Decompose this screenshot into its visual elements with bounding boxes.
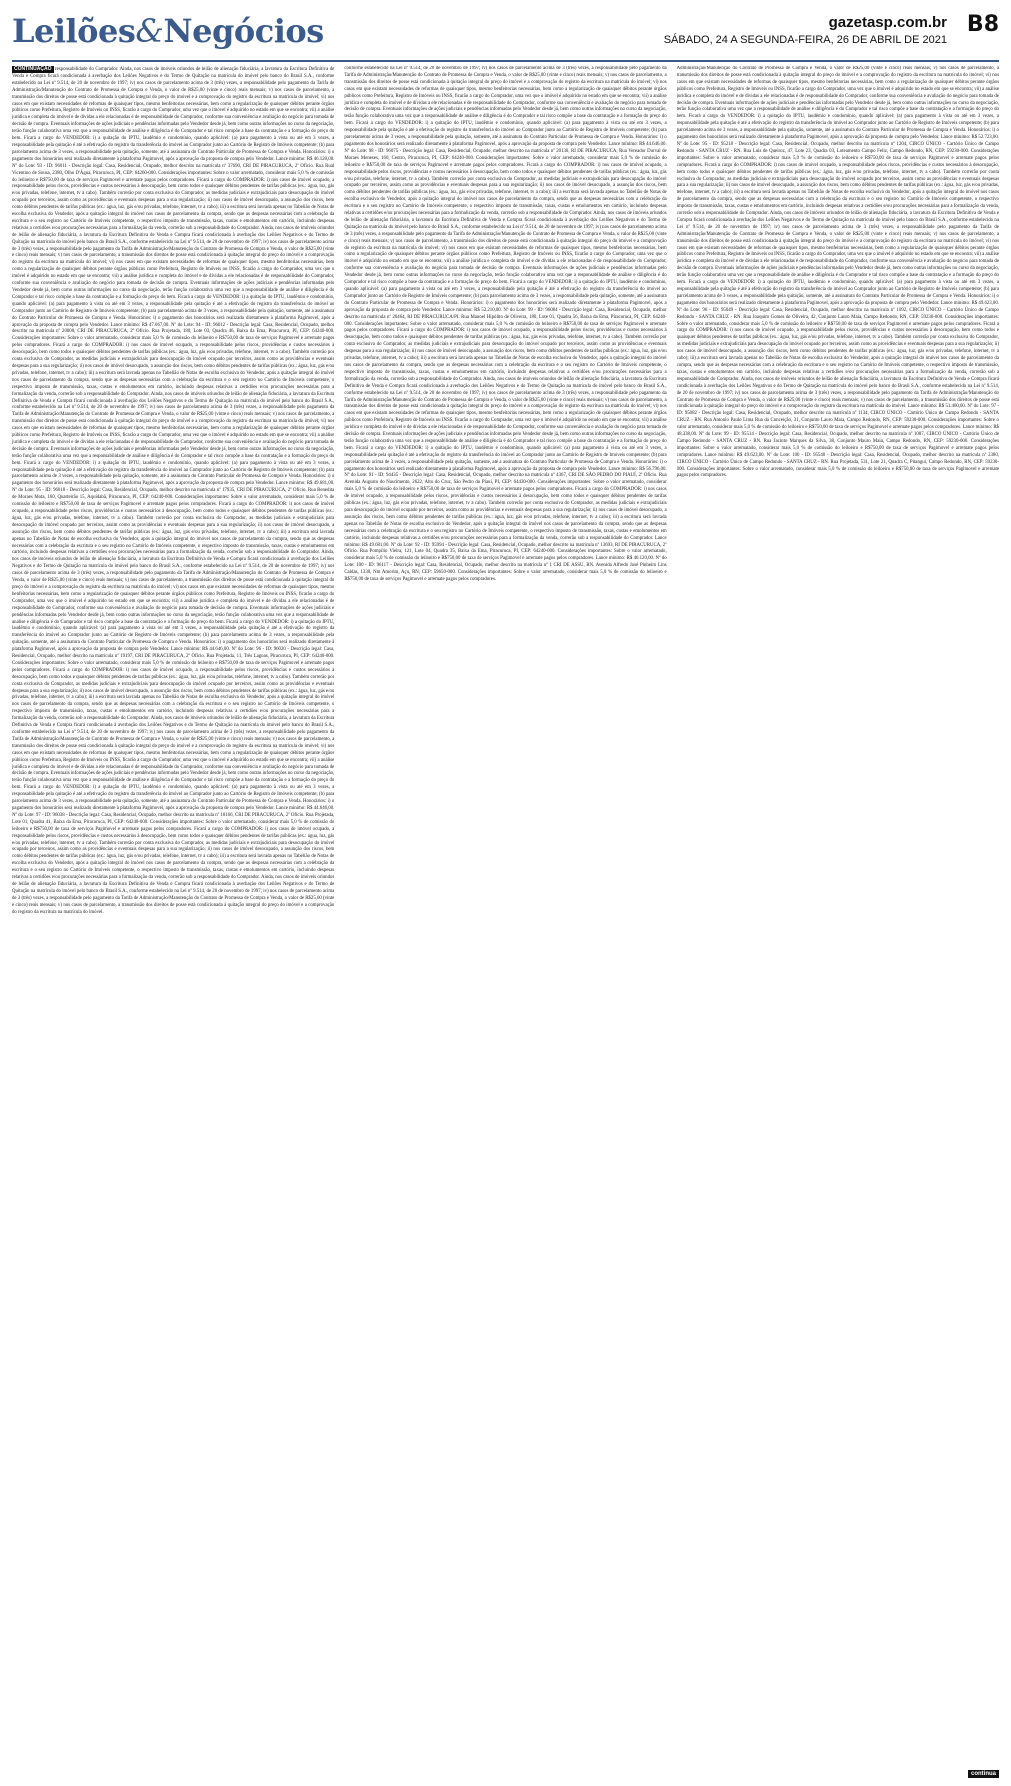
text-column-3 [677, 66, 999, 1766]
column-1-paragraph [12, 66, 334, 916]
continuation-badge: CONTINUAÇÃO [14, 66, 52, 72]
article-columns [12, 66, 999, 1777]
brand-name-2: Negócios [163, 12, 324, 50]
text-column-1 [12, 66, 334, 1766]
masthead-logo [12, 12, 324, 50]
column-3-text: Administração/Manutenção do Contrato de Promessa de Compra e Venda, o valor de R$25,00 (vinte e cinco) reais mensais; v) nos casos de parcelamento, a transmissão dos direitos de posse está condicionada à quitação integral do preço do imóvel e a comprovação do registro da escritura na matrícula do imóvel; vi) nos casos em que existam necessidades de reformas de quaisquer tipos, mesmo benfeitorias necessárias, bem como a regularização de quaisquer débitos perante órgãos públicos como Prefeitura, Registro de Imóveis ou INSS, ficarão a cargo do Comprador, uma vez que o imóvel é adquirido no estado em que se encontra; vii) a análise jurídica e completa do imóvel e de dívidas a ele relacionadas é de responsabilidade do Comprador, conforme sua conveniência e avaliação do negócio para tomada de decisão de compra. Eventuais informações de ações judiciais e pendências informadas pelo Vendedor desde já, bem como outras informações no curso da negociação, terão função colaborativa uma vez que a responsabilidade de análise e diligência é do Comprador e tal risco compõe a base da contratação e a formação do preço do bem. Ficará a cargo do VENDEDOR: i) a quitação do IPTU, laudêmio e condomínio, quando aplicável: (a) para pagamento à vista ou até em 3 vezes, a responsabilidade pela quitação é até a efetivação do registro da transferência do imóvel ao Comprador junto ao Cartório de Registro de Imóveis competente; (b) para parcelamento acima de 3 vezes, a responsabilidade pela quitação, somente, até a assinatura do Contrato Particular de Promessa de Compra e Venda. Honorários: i) o pagamento dos honorários será realizado diretamente à plataforma Pagimovel, após a aprovação da proposta de compra pelo Vendedor. Lance mínimo: R$ 52.723,00. Nº do Lote: 95 - ID: 95218 - Descrição legal: Casa, Residencial, Ocupado, melhor descrito na matrícula nº 1204, CIRCO ÚNICO - Cartório Único de Campo Redondo - SANTA CRUZ - RN. Rua Luis de Queiroz, 47, Lote 23, Quadra 03, Loteamento Campo Feliz, Campo Redondo, RN, CEP: 59230-000. Considerações importantes: Sobre o valor arrematado, considerar mais 5,0 % de comissão do leiloeiro e R$750,00 de taxa de serviços Pagimovel e arremate pagos pelos compradores. Ficará a cargo do COMPRADOR: i) nos casos de imóvel ocupado, a responsabilidade pelos riscos, providências e custos necessários à desocupação, bem como todos e quaisquer débitos pendentes de tarifas públicas (ex.: água, luz, gás e/ou privadas, telefone, internet, tv a cabo). Também correrão por conta exclusiva do Comprador, as medidas judiciais e extrajudiciais para desocupação do imóvel ocupado por terceiros, assim como as providências e eventuais despesas para a sua regularização; ii) nos casos de imóvel desocupado, a assunção dos riscos, bem como débitos pendentes de tarifas públicas (ex.: água, luz, gás e/ou privadas, telefone, internet, tv a cabo); iii) a escritura será lavrada apenas no Tabelião de Notas de escolha exclusiva do Vendedor, após a quitação integral do imóvel nos casos de parcelamento da compra, sendo que as despesas necessárias com a celebração da escritura e o seu registro no Cartório de Imóveis competente, o respectivo imposto de transmissão, taxas, custas e emolumentos em cartório, incluindo despesas relativas a certidões e/ou procurações necessárias para a formalização da venda, correrão sob a responsabilidade do Comprador. Ainda, nos casos de imóveis oriundos de leilão de alienação fiduciária, a lavratura da Escritura Definitiva de Venda e Compra ficará condicionada à averbação dos Leilões Negativos e do Termo de Quitação na matrícula do imóvel pelo banco do Brasil S.A., conforme estabelecido na Lei nº 9.514, de 20 de novembro de 1997; iv) nos casos de parcelamento acima de 3 (três) vezes, a responsabilidade pelo pagamento da Tarifa de Administração/Manutenção do Contrato de Promessa de Compra e Venda, o valor de R$25,00 (vinte e cinco) reais mensais; v) nos casos de parcelamento, a transmissão dos direitos de posse está condicionada à quitação integral do preço do imóvel e a comprovação do registro da escritura na matrícula do imóvel; vi) nos casos em que existam necessidades de reformas de quaisquer tipos, mesmo benfeitorias necessárias, bem como a regularização de quaisquer débitos perante órgãos públicos como Prefeitura, Registro de Imóveis ou INSS, ficarão a cargo do Comprador, uma vez que o imóvel é adquirido no estado em que se encontra; vii) a análise jurídica e completa do imóvel e de dívidas a ele relacionadas é de responsabilidade do Comprador, conforme sua conveniência e avaliação do negócio para tomada de decisão de compra. Eventuais informações de ações judiciais e pendências informadas pelo Vendedor desde já, bem como outras informações no curso da negociação, terão função colaborativa uma vez que a responsabilidade de análise e diligência é do Comprador e tal risco compõe a base da contratação e a formação do preço do bem. Ficará a cargo do VENDEDOR: i) a quitação do IPTU, laudêmio e condomínio, quando aplicável: (a) para pagamento à vista ou até em 3 vezes, a responsabilidade pela quitação é até a efetivação do registro da transferência do imóvel ao Comprador junto ao Cartório de Registro de Imóveis competente; (b) para parcelamento acima de 3 vezes, a responsabilidade pela quitação, somente, até a assinatura do Contrato Particular de Promessa de Compra e Venda. Honorários: i) o pagamento dos honorários será realizado diretamente à plataforma Pagimovel, após a aprovação da proposta de compra pelo Vendedor. Lance mínimo: R$ 49.623,00. Nº do Lote: 96 - ID: 95049 - Descrição legal: Casa, Residencial, Ocupado, melhor descrito na matrícula nº 1092, CIRCO ÚNICO - Cartório Único de Campo Redondo - SANTA CRUZ - RN. Rua Joaquim Gomes de Oliveira, 42, Conjunto Lauro Maia, Campo Redondo, RN, CEP: 59230-000. Considerações importantes: Sobre o valor arrematado, considerar mais 5,0 % de comissão do leiloeiro e R$750,00 de taxa de serviços Pagimovel e arremate pagos pelos compradores. Ficará a cargo do COMPRADOR: i) nos casos de imóvel ocupado, a responsabilidade pelos riscos, providências e custos necessários à desocupação, bem como todos e quaisquer débitos pendentes de tarifas públicas (ex.: água, luz, gás e/ou privadas, telefone, internet, tv a cabo). Também correrão por conta exclusiva do Comprador, as medidas judiciais e extrajudiciais para desocupação do imóvel ocupado por terceiros, assim como as providências e eventuais despesas para a sua regularização; ii) nos casos de imóvel desocupado, a assunção dos riscos, bem como débitos pendentes de tarifas públicas (ex.: água, luz, gás e/ou privadas, telefone, internet, tv a cabo); iii) a escritura será lavrada apenas no Tabelião de Notas de escolha exclusiva do Vendedor, após a quitação integral do imóvel nos casos de parcelamento da compra, sendo que as despesas necessárias com a celebração da escritura e o seu registro no Cartório de Imóveis competente, o respectivo imposto de transmissão, taxas, custas e emolumentos em cartório, incluindo despesas relativas a certidões e/ou procurações necessárias para a formalização da venda, correrão sob a responsabilidade do Comprador. Ainda, nos casos de imóveis oriundos de leilão de alienação fiduciária, a lavratura da Escritura Definitiva de Venda e Compra ficará condicionada à averbação dos Leilões Negativos e do Termo de Quitação na matrícula do imóvel pelo banco do Brasil S.A., conforme estabelecido na Lei nº 9.514, de 20 de novembro de 1997; iv) nos casos de parcelamento acima de 3 (três) vezes, a responsabilidade pelo pagamento da Tarifa de Administração/Manutenção do Contrato de Promessa de Compra e Venda, o valor de R$25,00 (vinte e cinco) reais mensais; v) nos casos de parcelamento, a transmissão dos direitos de posse está condicionada à quitação integral do preço do imóvel e a comprovação do registro da escritura na matrícula do imóvel. Lance mínimo: R$ 51.400,00. Nº do Lote: 97 - ID: 95082 - Descrição legal: Casa, Residencial, Ocupado, melhor descrito na matrícula nº 1134, CIRCO ÚNICO - Cartório Único de Campo Redondo - SANTA CRUZ - RN. Rua Antonio Paulo Lima Rua da Conceição, 31, Conjunto Lauro Maia, Campo Redondo, RN, CEP: 59230-000. Considerações importantes: Sobre o valor arrematado, considerar mais 5,0 % de comissão do leiloeiro e R$750,00 de taxa de serviços Pagimovel e arremate pagos pelos compradores. Lance mínimo: R$ 48.338,00. Nº do Lote: 99 - ID: 95514 - Descrição legal: Casa, Residencial, Ocupado, melhor descrito na matrícula nº 1087, CIRCO ÚNICO - Cartório Único de Campo Redondo - SANTA CRUZ - RN. Rua Jacinto Marques da Silva, 38, Conjunto Mauro Maia, Campo Redondo, RN, CEP: 59230-000. Considerações importantes: Sobre o valor arrematado, considerar mais 5,0 % de comissão do leiloeiro e R$750,00 de taxa de serviços Pagimovel e arremate pagos pelos compradores. Lance mínimo: R$ 49.623,00. Nº do Lote: 100 - ID: 95540 - Descrição legal: Casa, Residencial, Ocupado, melhor descrito na matrícula nº 2380, CIRCO ÚNICO - Cartório Único de Campo Redondo - SANTA CRUZ - RN. Rua Projetada, 531, Lote 21, Quadra C, Pitangui, Campo Redondo, RN, CEP: 59230-000. Considerações importantes: Sobre o valor arrematado, considerar mais 5,0 % de comissão do leiloeiro e R$750,00 de taxa de serviços Pagimovel e arremate pagos pelos compradores. [676, 66, 999, 479]
page-header [12, 10, 999, 62]
column-2-text: conforme estabelecido na Lei nº 9.514, de 20 de novembro de 1997; iv) nos casos de parcelamento acima de 3 (três) vezes, a responsabilidade pelo pagamento da Tarifa de Administração/Manutenção do Contrato de Promessa de Compra e Venda, o valor de R$25,00 (vinte e cinco) reais mensais; v) nos casos de parcelamento, a transmissão dos direitos de posse está condicionada à quitação integral do preço do imóvel e a comprovação do registro da escritura na matrícula do imóvel; vi) nos casos em que existam necessidades de reformas de quaisquer tipos, mesmo benfeitorias necessárias, bem como a regularização de quaisquer débitos perante órgãos públicos como Prefeitura, Registro de Imóveis ou INSS, ficarão a cargo do Comprador, uma vez que o imóvel é adquirido no estado em que se encontra; vii) a análise jurídica e completa do imóvel e de dívidas a ele relacionadas é de responsabilidade do Comprador, conforme sua conveniência e avaliação do negócio para tomada de decisão de compra. Eventuais informações de ações judiciais e pendências informadas pelo Vendedor desde já, bem como outras informações no curso da negociação, terão função colaborativa uma vez que a responsabilidade de análise e diligência é do Comprador e tal risco compõe a base da contratação e a formação do preço do bem. Ficará a cargo do VENDEDOR: i) a quitação do IPTU, laudêmio e condomínio, quando aplicável: (a) para pagamento à vista ou até em 3 vezes, a responsabilidade pela quitação é até a efetivação do registro da transferência do imóvel ao Comprador junto ao Cartório de Registro de Imóveis competente; (b) para parcelamento acima de 3 vezes, a responsabilidade pela quitação, somente, até a assinatura do Contrato Particular de Promessa de Compra e Venda. Honorários: i) o pagamento dos honorários será realizado diretamente à plataforma Pagimovel, após a aprovação da proposta de compra pelo Vendedor. Lance mínimo: R$ 44.646,00. Nº do Lote: 98 - ID: 96075 - Descrição legal: Casa, Residencial, Ocupado, melhor descrito na matrícula nº 20130, RI DE PIRACURUCA, Rua Vereador Durval de Moraes Meneses, 160, Centro, Piracuruca, PI, CEP: 64240-000. Considerações importantes: Sobre o valor arrematado, considerar mais 5,0 % de comissão do leiloeiro e R$750,00 de taxa de serviços Pagimovel e arremate pagos pelos compradores. Ficará a cargo do COMPRADOR: i) nos casos de imóvel ocupado, a responsabilidade pelos riscos, providências e custos necessários à desocupação, bem como todos e quaisquer débitos pendentes de tarifas públicas (ex.: água, luz, gás e/ou privadas, telefone, internet, tv a cabo). Também correrão por conta exclusiva do Comprador, as medidas judiciais e extrajudiciais para desocupação do imóvel ocupado por terceiros, assim como as providências e eventuais despesas para a sua regularização; ii) nos casos de imóvel desocupado, a assunção dos riscos, bem como débitos pendentes de tarifas públicas (ex.: água, luz, gás e/ou privadas, telefone, internet, tv a cabo); iii) a escritura será lavrada apenas no Tabelião de Notas de escolha exclusiva do Vendedor, após a quitação integral do imóvel nos casos de parcelamento da compra, sendo que as despesas necessárias com a celebração da escritura e o seu registro no Cartório de Imóveis competente, o respectivo imposto de transmissão, taxas, custas e emolumentos em cartório, incluindo despesas relativas a certidões e/ou procurações necessárias para a formalização da venda, correrão sob a responsabilidade do Comprador. Ainda, nos casos de imóveis oriundos de leilão de alienação fiduciária, a lavratura da Escritura Definitiva de Venda e Compra ficará condicionada à averbação dos Leilões Negativos e do Termo de Quitação na matrícula do imóvel pelo banco do Brasil S.A., conforme estabelecido na Lei nº 9.514, de 20 de novembro de 1997; iv) nos casos de parcelamento acima de 3 (três) vezes, a responsabilidade pelo pagamento da Tarifa de Administração/Manutenção do Contrato de Promessa de Compra e Venda, o valor de R$25,00 (vinte e cinco) reais mensais; v) nos casos de parcelamento, a transmissão dos direitos de posse está condicionada à quitação integral do preço do imóvel e a comprovação do registro da escritura na matrícula do imóvel; vi) nos casos em que existam necessidades de reformas de quaisquer tipos, mesmo benfeitorias necessárias, bem como a regularização de quaisquer débitos perante órgãos públicos como Prefeitura, Registro de Imóveis ou INSS, ficarão a cargo do Comprador, uma vez que o imóvel é adquirido no estado em que se encontra; vii) a análise jurídica e completa do imóvel e de dívidas a ele relacionadas é de responsabilidade do Comprador, conforme sua conveniência e avaliação do negócio para tomada de decisão de compra. Eventuais informações de ações judiciais e pendências informadas pelo Vendedor desde já, bem como outras informações no curso da negociação, terão função colaborativa uma vez que a responsabilidade de análise e diligência é do Comprador e tal risco compõe a base da contratação e a formação do preço do bem. Ficará a cargo do VENDEDOR: i) a quitação do IPTU, laudêmio e condomínio, quando aplicável: (a) para pagamento à vista ou até em 3 vezes, a responsabilidade pela quitação é até a efetivação do registro da transferência do imóvel ao Comprador junto ao Cartório de Registro de Imóveis competente; (b) para parcelamento acima de 3 vezes, a responsabilidade pela quitação, somente, até a assinatura do Contrato Particular de Promessa de Compra e Venda. Honorários: i) o pagamento dos honorários será realizado diretamente à plataforma Pagimovel, após a aprovação da proposta de compra pelo Vendedor. Lance mínimo: R$ 52.210,00. Nº do Lote: 99 - ID: 96084 - Descrição legal: Casa, Residencial, Ocupado, melhor descrito na matrícula nº 20464, RI DE PIRACURUCA/PI. Rua Manoel Hipólito de Oliveira, 180, Lote 01, Quadra 56, Baixa da Ema, Piracuruca, PI, CEP: 64240-000. Considerações importantes: Sobre o valor arrematado, considerar mais 5,0 % de comissão do leiloeiro e R$750,00 de taxa de serviços Pagimovel e arremate pagos pelos compradores. Ficará a cargo do COMPRADOR: i) nos casos de imóvel ocupado, a responsabilidade pelos riscos, providências e custos necessários à desocupação, bem como todos e quaisquer débitos pendentes de tarifas públicas (ex.: água, luz, gás e/ou privadas, telefone, internet, tv a cabo). Também correrão por conta exclusiva do Comprador, as medidas judiciais e extrajudiciais para desocupação do imóvel ocupado por terceiros, assim como as providências e eventuais despesas para a sua regularização; ii) nos casos de imóvel desocupado, a assunção dos riscos, bem como débitos pendentes de tarifas públicas (ex.: água, luz, gás e/ou privadas, telefone, internet, tv a cabo); iii) a escritura será lavrada apenas no Tabelião de Notas de escolha exclusiva do Vendedor, após a quitação integral do imóvel nos casos de parcelamento da compra, sendo que as despesas necessárias com a celebração da escritura e o seu registro no Cartório de Imóveis competente, o respectivo imposto de transmissão, taxas, custas e emolumentos em cartório, incluindo despesas relativas a certidões e/ou procurações necessárias para a formalização da venda, correrão sob a responsabilidade do Comprador. Ainda, nos casos de imóveis oriundos de leilão de alienação fiduciária, a lavratura da Escritura Definitiva de Venda e Compra ficará condicionada à averbação dos Leilões Negativos e do Termo de Quitação na matrícula do imóvel pelo banco do Brasil S.A., conforme estabelecido na Lei nº 9.514, de 20 de novembro de 1997; iv) nos casos de parcelamento acima de 3 (três) vezes, a responsabilidade pelo pagamento da Tarifa de Administração/Manutenção do Contrato de Promessa de Compra e Venda, o valor de R$25,00 (vinte e cinco) reais mensais; v) nos casos de parcelamento, a transmissão dos direitos de posse está condicionada à quitação integral do preço do imóvel e a comprovação do registro da escritura na matrícula do imóvel; vi) nos casos em que existam necessidades de reformas de quaisquer tipos, mesmo benfeitorias necessárias, bem como a regularização de quaisquer débitos perante órgãos públicos como Prefeitura, Registro de Imóveis ou INSS, ficarão a cargo do Comprador, uma vez que o imóvel é adquirido no estado em que se encontra; vii) a análise jurídica e completa do imóvel e de dívidas a ele relacionadas é de responsabilidade do Comprador, conforme sua conveniência e avaliação do negócio para tomada de decisão de compra. Eventuais informações de ações judiciais e pendências informadas pelo Vendedor desde já, bem como outras informações no curso da negociação, terão função colaborativa uma vez que a responsabilidade de análise e diligência é do Comprador e tal risco compõe a base da contratação e a formação do preço do bem. Ficará a cargo do VENDEDOR: i) a quitação do IPTU, laudêmio e condomínio, quando aplicável: (a) para pagamento à vista ou até em 3 vezes, a responsabilidade pela quitação é até a efetivação do registro da transferência do imóvel ao Comprador junto ao Cartório de Registro de Imóveis competente; (b) para parcelamento acima de 3 vezes, a responsabilidade pela quitação, somente, até a assinatura do Contrato Particular de Promessa de Compra e Venda. Honorários: i) o pagamento dos honorários será realizado diretamente à plataforma Pagimovel, após a aprovação da proposta de compra pelo Vendedor. Lance mínimo: R$ 56.796,00. Nº do Lote: 91 - ID: 94435 - Descrição legal: Casa, Residencial, Ocupado, melhor descrito na matrícula nº 4367, CRI DE SÃO PEDRO DO PIAUÍ, 2º Ofício. Rua Avenida Augusto do Nascimento, 2622, Alto do Cruz, São Pedro do Piauí, PI, CEP: 64430-000. Considerações importantes: Sobre o valor arrematado, considerar mais 5,0 % de comissão do leiloeiro e R$750,00 de taxa de serviços Pagimovel e arremate pagos pelos compradores. Ficará a cargo do COMPRADOR: i) nos casos de imóvel ocupado, a responsabilidade pelos riscos, providências e custos necessários à desocupação, bem como todos e quaisquer débitos pendentes de tarifas públicas (ex.: água, luz, gás e/ou privadas, telefone, internet, tv a cabo). Também correrão por conta exclusiva do Comprador, as medidas judiciais e extrajudiciais para desocupação do imóvel ocupado por terceiros, assim como as providências e eventuais despesas para a sua regularização; ii) nos casos de imóvel desocupado, a assunção dos riscos, bem como débitos pendentes de tarifas públicas (ex.: água, luz, gás e/ou privadas, telefone, internet, tv a cabo); iii) a escritura será lavrada apenas no Tabelião de Notas de escolha exclusiva do Vendedor, após a quitação integral do imóvel nos casos de parcelamento da compra, sendo que as despesas necessárias com a celebração da escritura e o seu registro no Cartório de Imóveis competente, o respectivo imposto de transmissão, taxas, custas e emolumentos em cartório, incluindo despesas relativas a certidões e/ou procurações necessárias para a formalização da venda, correrão sob a responsabilidade do Comprador. Lance mínimo: R$ 49.681,00. Nº do Lote: 92 - ID: 95994 - Descrição legal: Casa, Residencial, Ocupado, melhor descrito na matrícula nº 13693, RI DE PIRACURUCA, 2º Ofício. Rua Pompílio Vieira, 121, Lote 04, Quadra 35, Baixa da Ema, Piracuruca, PI, CEP: 64240-000. Considerações importantes: Sobre o valor arrematado, considerar mais 5,0 % de comissão do leiloeiro e R$750,00 de taxa de serviços Pagimovel e arremate pagos pelos compradores. Lance mínimo: R$ 46.120,00. Nº do Lote: 100 - ID: 96117 - Descrição legal: Casa, Residencial, Ocupado, melhor descrito na matrícula nº 1 CRI DE ASSU, RN. Avenida Alfredo José Pinheiro Lins Caldas, 1330, Nm Amorim, Açu, RN, CEP: 59650-000. Considerações importantes: Sobre o valor arrematado, considerar mais 5,0 % de comissão do leiloeiro e R$750,00 de taxa de serviços Pagimovel e arremate pagos pelos compradores. [344, 66, 667, 583]
page-number: B8 [966, 12, 999, 37]
brand-name: Leilões [12, 12, 136, 50]
brand-ampersand: & [135, 12, 164, 50]
site-url: gazetasp.com.br [828, 14, 947, 31]
dateline: SÁBADO, 24 A SEGUNDA-FEIRA, 26 DE ABRIL DE 2021 [663, 34, 947, 46]
continues-badge: continua [968, 1770, 999, 1778]
text-column-2 [344, 66, 666, 1766]
column-1-text: responsabilidade do Comprador. Ainda, nos casos de imóveis oriundos de leilão de alienação fiduciária, a lavratura da Escritura Definitiva de Venda e Compra ficará condicionada à averbação dos Leilões Negativos e do Termo de Quitação na matrícula do imóvel pelo banco do Brasil S.A., conforme estabelecido na Lei nº 9.514, de 20 de novembro de 1997; iv) nos casos de parcelamento acima de 3 (três) vezes, a responsabilidade pelo pagamento da Tarifa de Administração/Manutenção do Contrato de Promessa de Compra e Venda, o valor de R$25,00 (vinte e cinco) reais mensais; v) nos casos de parcelamento, a transmissão dos direitos de posse está condicionada à quitação integral do preço do imóvel e a comprovação do registro da escritura na matrícula do imóvel; vi) nos casos em que existam necessidades de reformas de quaisquer tipos, mesmo benfeitorias necessárias, bem como a regularização de quaisquer débitos perante órgãos públicos como Prefeitura, Registro de Imóveis ou INSS, ficarão a cargo do Comprador, uma vez que o imóvel é adquirido no estado em que se encontra; vii) a análise jurídica e completa do imóvel e de dívidas a ele relacionadas é de responsabilidade do Comprador, conforme sua conveniência e avaliação do negócio para tomada de decisão de compra. Eventuais informações de ações judiciais e pendências informadas pelo Vendedor desde já, bem como outras informações no curso da negociação, terão função colaborativa uma vez que a responsabilidade de análise e diligência é do Comprador e tal risco compõe a base da contratação e a formação do preço do bem. Ficará a cargo do VENDEDOR: i) a quitação do IPTU, laudêmio e condomínio, quando aplicável: (a) para pagamento à vista ou até em 3 vezes, a responsabilidade pela quitação é até a efetivação do registro da transferência do imóvel ao Comprador junto ao Cartório de Registro de Imóveis competente; (b) para parcelamento acima de 3 vezes, a responsabilidade pela quitação, somente, até a assinatura do Contrato Particular de Promessa de Compra e Venda. Honorários: i) o pagamento dos honorários será realizado diretamente à plataforma Pagimovel, após a aprovação da proposta de compra pelo Vendedor. Lance mínimo: R$ 46.120,00. Nº do Lote: 93 - ID: 96011 - Descrição legal: Casa, Residencial, Ocupado, melhor descrito na matrícula nº 37690, CRI DE PIRACURUCA, 2º Ofício. Rua Rual Vicentino de Sousa, 2380, Olho D'Água, Piracuruca, PI, CEP: 64260-000. Considerações importantes: Sobre o valor arrematado, considerar mais 5,0 % de comissão do leiloeiro e R$750,00 de taxa de serviços Pagimovel e arremate pagos pelos compradores. Ficará a cargo do COMPRADOR: i) nos casos de imóvel ocupado, a responsabilidade pelos riscos, providências e custos necessários à desocupação, bem como todos e quaisquer débitos pendentes de tarifas públicas (ex.: água, luz, gás e/ou privadas, telefone, internet, tv a cabo). Também correrão por conta exclusiva do Comprador, as medidas judiciais e extrajudiciais para desocupação do imóvel ocupado por terceiros, assim como as providências e eventuais despesas para a sua regularização; ii) nos casos de imóvel desocupado, a assunção dos riscos, bem como débitos pendentes de tarifas públicas (ex.: água, luz, gás e/ou privadas, telefone, internet, tv a cabo); iii) a escritura será lavrada apenas no Tabelião de Notas de escolha exclusiva do Vendedor, após a quitação integral do imóvel nos casos de parcelamento da compra, sendo que as despesas necessárias com a celebração da escritura e o seu registro no Cartório de Imóveis competente, o respectivo imposto de transmissão, taxas, custas e emolumentos em cartório, incluindo despesas relativas a certidões e/ou procurações necessárias para a formalização da venda, correrão sob a responsabilidade do Comprador. Ainda, nos casos de imóveis oriundos de leilão de alienação fiduciária, a lavratura da Escritura Definitiva de Venda e Compra ficará condicionada à averbação dos Leilões Negativos e do Termo de Quitação na matrícula do imóvel pelo banco do Brasil S.A., conforme estabelecido na Lei nº 9.514, de 20 de novembro de 1997; iv) nos casos de parcelamento acima de 3 (três) vezes, a responsabilidade pelo pagamento da Tarifa de Administração/Manutenção do Contrato de Promessa de Compra e Venda, o valor de R$25,00 (vinte e cinco) reais mensais; v) nos casos de parcelamento, a transmissão dos direitos de posse está condicionada à quitação integral do preço do imóvel e a comprovação do registro da escritura na matrícula do imóvel; vi) nos casos em que existam necessidades de reformas de quaisquer tipos, mesmo benfeitorias necessárias, bem como a regularização de quaisquer débitos perante órgãos públicos como Prefeitura, Registro de Imóveis ou INSS, ficarão a cargo do Comprador, uma vez que o imóvel é adquirido no estado em que se encontra; vii) a análise jurídica e completa do imóvel e de dívidas a ele relacionadas é de responsabilidade do Comprador, conforme sua conveniência e avaliação do negócio para tomada de decisão de compra. Eventuais informações de ações judiciais e pendências informadas pelo Vendedor desde já, bem como outras informações no curso da negociação, terão função colaborativa uma vez que a responsabilidade de análise e diligência é do Comprador e tal risco compõe a base da contratação e a formação do preço do bem. Ficará a cargo do VENDEDOR: i) a quitação do IPTU, laudêmio e condomínio, quando aplicável: (a) para pagamento à vista ou até em 3 vezes, a responsabilidade pela quitação é até a efetivação do registro da transferência do imóvel ao Comprador junto ao Cartório de Registro de Imóveis competente; (b) para parcelamento acima de 3 vezes, a responsabilidade pela quitação, somente, até a assinatura do Contrato Particular de Promessa de Compra e Venda. Honorários: i) o pagamento dos honorários será realizado diretamente à plataforma Pagimovel, após a aprovação da proposta de compra pelo Vendedor. Lance mínimo: R$ 47.067,00. Nº do Lote: 94 - ID: 96012 - Descrição legal: Casa, Residencial, Ocupado, melhor descrito na matrícula nº 20000, CRI DE PIRACURUCA, 2º Ofício. Rua Projetada, 180, Lote 03, Quadra 46, Baixa da Ema, Piracuruca, PI, CEP: 64240-000. Considerações importantes: Sobre o valor arrematado, considerar mais 5,0 % de comissão do leiloeiro e R$750,00 de taxa de serviços Pagimovel e arremate pagos pelos compradores. Ficará a cargo do COMPRADOR: i) nos casos de imóvel ocupado, a responsabilidade pelos riscos, providências e custos necessários à desocupação, bem como todos e quaisquer débitos pendentes de tarifas públicas (ex.: água, luz, gás e/ou privadas, telefone, internet, tv a cabo). Também correrão por conta exclusiva do Comprador, as medidas judiciais e extrajudiciais para desocupação do imóvel ocupado por terceiros, assim como as providências e eventuais despesas para a sua regularização; ii) nos casos de imóvel desocupado, a assunção dos riscos, bem como débitos pendentes de tarifas públicas (ex.: água, luz, gás e/ou privadas, telefone, internet, tv a cabo); iii) a escritura será lavrada apenas no Tabelião de Notas de escolha exclusiva do Vendedor, após a quitação integral do imóvel nos casos de parcelamento da compra, sendo que as despesas necessárias com a celebração da escritura e o seu registro no Cartório de Imóveis competente, o respectivo imposto de transmissão, taxas, custas e emolumentos em cartório, incluindo despesas relativas a certidões e/ou procurações necessárias para a formalização da venda, correrão sob a responsabilidade do Comprador. Ainda, nos casos de imóveis oriundos de leilão de alienação fiduciária, a lavratura da Escritura Definitiva de Venda e Compra ficará condicionada à averbação dos Leilões Negativos e do Termo de Quitação na matrícula do imóvel pelo banco do Brasil S.A., conforme estabelecido na Lei nº 9.514, de 20 de novembro de 1997; iv) nos casos de parcelamento acima de 3 (três) vezes, a responsabilidade pelo pagamento da Tarifa de Administração/Manutenção do Contrato de Promessa de Compra e Venda, o valor de R$25,00 (vinte e cinco) reais mensais; v) nos casos de parcelamento, a transmissão dos direitos de posse está condicionada à quitação integral do preço do imóvel e a comprovação do registro da escritura na matrícula do imóvel; vi) nos casos em que existam necessidades de reformas de quaisquer tipos, mesmo benfeitorias necessárias, bem como a regularização de quaisquer débitos perante órgãos públicos como Prefeitura, Registro de Imóveis ou INSS, ficarão a cargo do Comprador, uma vez que o imóvel é adquirido no estado em que se encontra; vii) a análise jurídica e completa do imóvel e de dívidas a ele relacionadas é de responsabilidade do Comprador, conforme sua conveniência e avaliação do negócio para tomada de decisão de compra. Eventuais informações de ações judiciais e pendências informadas pelo Vendedor desde já, bem como outras informações no curso da negociação, terão função colaborativa uma vez que a responsabilidade de análise e diligência é do Comprador e tal risco compõe a base da contratação e a formação do preço do bem. Ficará a cargo do VENDEDOR: i) a quitação do IPTU, laudêmio e condomínio, quando aplicável: (a) para pagamento à vista ou até em 3 vezes, a responsabilidade pela quitação é até a efetivação do registro da transferência do imóvel ao Comprador junto ao Cartório de Registro de Imóveis competente; (b) para parcelamento acima de 3 vezes, a responsabilidade pela quitação, somente, até a assinatura do Contrato Particular de Promessa de Compra e Venda. Honorários: i) o pagamento dos honorários será realizado diretamente à plataforma Pagimovel, após a aprovação da proposta de compra pelo Vendedor. Lance mínimo: R$ 49.681,00. Nº do Lote: 95 - ID: 96018 - Descrição legal: Casa, Residencial, Ocupado, melhor descrito na matrícula nº 17935, CRI DE PIRACURUCA, 2º Ofício. Rua Benedita de Moraes Mota, 160, Quarteirão 15, Aquidabã, Piracuruca, PI, CEP: 64240-000. Considerações importantes: Sobre o valor arrematado, considerar mais 5,0 % de comissão do leiloeiro e R$750,00 de taxa de serviços Pagimovel e arremate pagos pelos compradores. Ficará a cargo do COMPRADOR: i) nos casos de imóvel ocupado, a responsabilidade pelos riscos, providências e custos necessários à desocupação, bem como todos e quaisquer débitos pendentes de tarifas públicas (ex.: água, luz, gás e/ou privadas, telefone, internet, tv a cabo). Também correrão por conta exclusiva do Comprador, as medidas judiciais e extrajudiciais para desocupação do imóvel ocupado por terceiros, assim como as providências e eventuais despesas para a sua regularização; ii) nos casos de imóvel desocupado, a assunção dos riscos, bem como débitos pendentes de tarifas públicas (ex.: água, luz, gás e/ou privadas, telefone, internet, tv a cabo); iii) a escritura será lavrada apenas no Tabelião de Notas de escolha exclusiva do Vendedor, após a quitação integral do imóvel nos casos de parcelamento da compra, sendo que as despesas necessárias com a celebração da escritura e o seu registro no Cartório de Imóveis competente, o respectivo imposto de transmissão, taxas, custas e emolumentos em cartório, incluindo despesas relativas a certidões e/ou procurações necessárias para a formalização da venda, correrão sob a responsabilidade do Comprador. Ainda, nos casos de imóveis oriundos de leilão de alienação fiduciária, a lavratura da Escritura Definitiva de Venda e Compra ficará condicionada à averbação dos Leilões Negativos e do Termo de Quitação na matrícula do imóvel pelo banco do Brasil S.A., conforme estabelecido na Lei nº 9.514, de 20 de novembro de 1997; iv) nos casos de parcelamento acima de 3 (três) vezes, a responsabilidade pelo pagamento da Tarifa de Administração/Manutenção do Contrato de Promessa de Compra e Venda, o valor de R$25,00 (vinte e cinco) reais mensais; v) nos casos de parcelamento, a transmissão dos direitos de posse está condicionada à quitação integral do preço do imóvel e a comprovação do registro da escritura na matrícula do imóvel; vi) nos casos em que existam necessidades de reformas de quaisquer tipos, mesmo benfeitorias necessárias, bem como a regularização de quaisquer débitos perante órgãos públicos como Prefeitura, Registro de Imóveis ou INSS, ficarão a cargo do Comprador, uma vez que o imóvel é adquirido no estado em que se encontra; vii) a análise jurídica e completa do imóvel e de dívidas a ele relacionadas é de responsabilidade do Comprador, conforme sua conveniência e avaliação do negócio para tomada de decisão de compra. Eventuais informações de ações judiciais e pendências informadas pelo Vendedor desde já, bem como outras informações no curso da negociação, terão função colaborativa uma vez que a responsabilidade de análise e diligência é do Comprador e tal risco compõe a base da contratação e a formação do preço do bem. Ficará a cargo do VENDEDOR: i) a quitação do IPTU, laudêmio e condomínio, quando aplicável: (a) para pagamento à vista ou até em 3 vezes, a responsabilidade pela quitação é até a efetivação do registro da transferência do imóvel ao Comprador junto ao Cartório de Registro de Imóveis competente; (b) para parcelamento acima de 3 vezes, a responsabilidade pela quitação, somente, até a assinatura do Contrato Particular de Promessa de Compra e Venda. Honorários: i) o pagamento dos honorários será realizado diretamente à plataforma Pagimovel, após a aprovação da proposta de compra pelo Vendedor. Lance mínimo: R$ 44.646,00. Nº do Lote: 96 - ID: 96020 - Descrição legal: Casa, Residencial, Ocupado, melhor descrito na matrícula nº 19197, CRI DE PIRACURUCA, 2º Ofício. Rua Projetada, 11, Três Lagoas, Piracuruca, PI, CEP: 64240-000. Considerações importantes: Sobre o valor arrematado, considerar mais 5,0 % de comissão do leiloeiro e R$750,00 de taxa de serviços Pagimovel e arremate pagos pelos compradores. Ficará a cargo do COMPRADOR: i) nos casos de imóvel ocupado, a responsabilidade pelos riscos, providências e custos necessários à desocupação, bem como todos e quaisquer débitos pendentes de tarifas públicas (ex.: água, luz, gás e/ou privadas, telefone, internet, tv a cabo). Também correrão por conta exclusiva do Comprador, as medidas judiciais e extrajudiciais para desocupação do imóvel ocupado por terceiros, assim como as providências e eventuais despesas para a sua regularização; ii) nos casos de imóvel desocupado, a assunção dos riscos, bem como débitos pendentes de tarifas públicas (ex.: água, luz, gás e/ou privadas, telefone, internet, tv a cabo); iii) a escritura será lavrada apenas no Tabelião de Notas de escolha exclusiva do Vendedor, após a quitação integral do imóvel nos casos de parcelamento da compra, sendo que as despesas necessárias com a celebração da escritura e o seu registro no Cartório de Imóveis competente, o respectivo imposto de transmissão, taxas, custas e emolumentos em cartório, incluindo despesas relativas a certidões e/ou procurações necessárias para a formalização da venda, correrão sob a responsabilidade do Comprador. Ainda, nos casos de imóveis oriundos de leilão de alienação fiduciária, a lavratura da Escritura Definitiva de Venda e Compra ficará condicionada à averbação dos Leilões Negativos e do Termo de Quitação na matrícula do imóvel pelo banco do Brasil S.A., conforme estabelecido na Lei nº 9.514, de 20 de novembro de 1997; iv) nos casos de parcelamento acima de 3 (três) vezes, a responsabilidade pelo pagamento da Tarifa de Administração/Manutenção do Contrato de Promessa de Compra e Venda, o valor de R$25,00 (vinte e cinco) reais mensais; v) nos casos de parcelamento, a transmissão dos direitos de posse está condicionada à quitação integral do preço do imóvel e a comprovação do registro da escritura na matrícula do imóvel; vi) nos casos em que existam necessidades de reformas de quaisquer tipos, mesmo benfeitorias necessárias, bem como a regularização de quaisquer débitos perante órgãos públicos como Prefeitura, Registro de Imóveis ou INSS, ficarão a cargo do Comprador, uma vez que o imóvel é adquirido no estado em que se encontra; vii) a análise jurídica e completa do imóvel e de dívidas a ele relacionadas é de responsabilidade do Comprador, conforme sua conveniência e avaliação do negócio para tomada de decisão de compra. Eventuais informações de ações judiciais e pendências informadas pelo Vendedor desde já, bem como outras informações no curso da negociação, terão função colaborativa uma vez que a responsabilidade de análise e diligência é do Comprador e tal risco compõe a base da contratação e a formação do preço do bem. Ficará a cargo do VENDEDOR: i) a quitação do IPTU, laudêmio e condomínio, quando aplicável: (a) para pagamento à vista ou até em 3 vezes, a responsabilidade pela quitação é até a efetivação do registro da transferência do imóvel ao Comprador junto ao Cartório de Registro de Imóveis competente; (b) para parcelamento acima de 3 vezes, a responsabilidade pela quitação, somente, até a assinatura do Contrato Particular de Promessa de Compra e Venda. Honorários: i) o pagamento dos honorários será realizado diretamente à plataforma Pagimovel, após a aprovação da proposta de compra pelo Vendedor. Lance mínimo: R$ 44.646,00. Nº do Lote: 97 - ID: 96038 - Descrição legal: Casa, Residencial, Ocupado, melhor descrito na matrícula nº 18166, CRI DE PIRACURUCA, 2º Ofício. Rua Projetada, Lote 01, Quadra 41, Baixa da Ema, Piracuruca, PI, CEP: 64240-000. Considerações importantes: Sobre o valor arrematado, considerar mais 5,0 % de comissão do leiloeiro e R$750,00 de taxa de serviços Pagimovel e arremate pagos pelos compradores. Ficará a cargo do COMPRADOR: i) nos casos de imóvel ocupado, a responsabilidade pelos riscos, providências e custos necessários à desocupação, bem como todos e quaisquer débitos pendentes de tarifas públicas (ex.: água, luz, gás e/ou privadas, telefone, internet, tv a cabo). Também correrão por conta exclusiva do Comprador, as medidas judiciais e extrajudiciais para desocupação do imóvel ocupado por terceiros, assim como as providências e eventuais despesas para a sua regularização; ii) nos casos de imóvel desocupado, a assunção dos riscos, bem como débitos pendentes de tarifas públicas (ex.: água, luz, gás e/ou privadas, telefone, internet, tv a cabo); iii) a escritura será lavrada apenas no Tabelião de Notas de escolha exclusiva do Vendedor, após a quitação integral do imóvel nos casos de parcelamento da compra, sendo que as despesas necessárias com a celebração da escritura e o seu registro no Cartório de Imóveis competente, o respectivo imposto de transmissão, taxas, custas e emolumentos em cartório, incluindo despesas relativas a certidões e/ou procurações necessárias para a formalização da venda, correrão sob a responsabilidade do Comprador. Ainda, nos casos de imóveis oriundos de leilão de alienação fiduciária, a lavratura da Escritura Definitiva de Venda e Compra ficará condicionada à averbação dos Leilões Negativos e do Termo de Quitação na matrícula do imóvel pelo banco do Brasil S.A., conforme estabelecido na Lei nº 9.514, de 20 de novembro de 1997; iv) nos casos de parcelamento acima de 3 (três) vezes, a responsabilidade pelo pagamento da Tarifa de Administração/Manutenção do Contrato de Promessa de Compra e Venda, o valor de R$25,00 (vinte e cinco) reais mensais; v) nos casos de parcelamento, a transmissão dos direitos de posse está condicionada à quitação integral do preço do imóvel e a comprovação do registro da escritura na matrícula do imóvel. [12, 67, 335, 915]
